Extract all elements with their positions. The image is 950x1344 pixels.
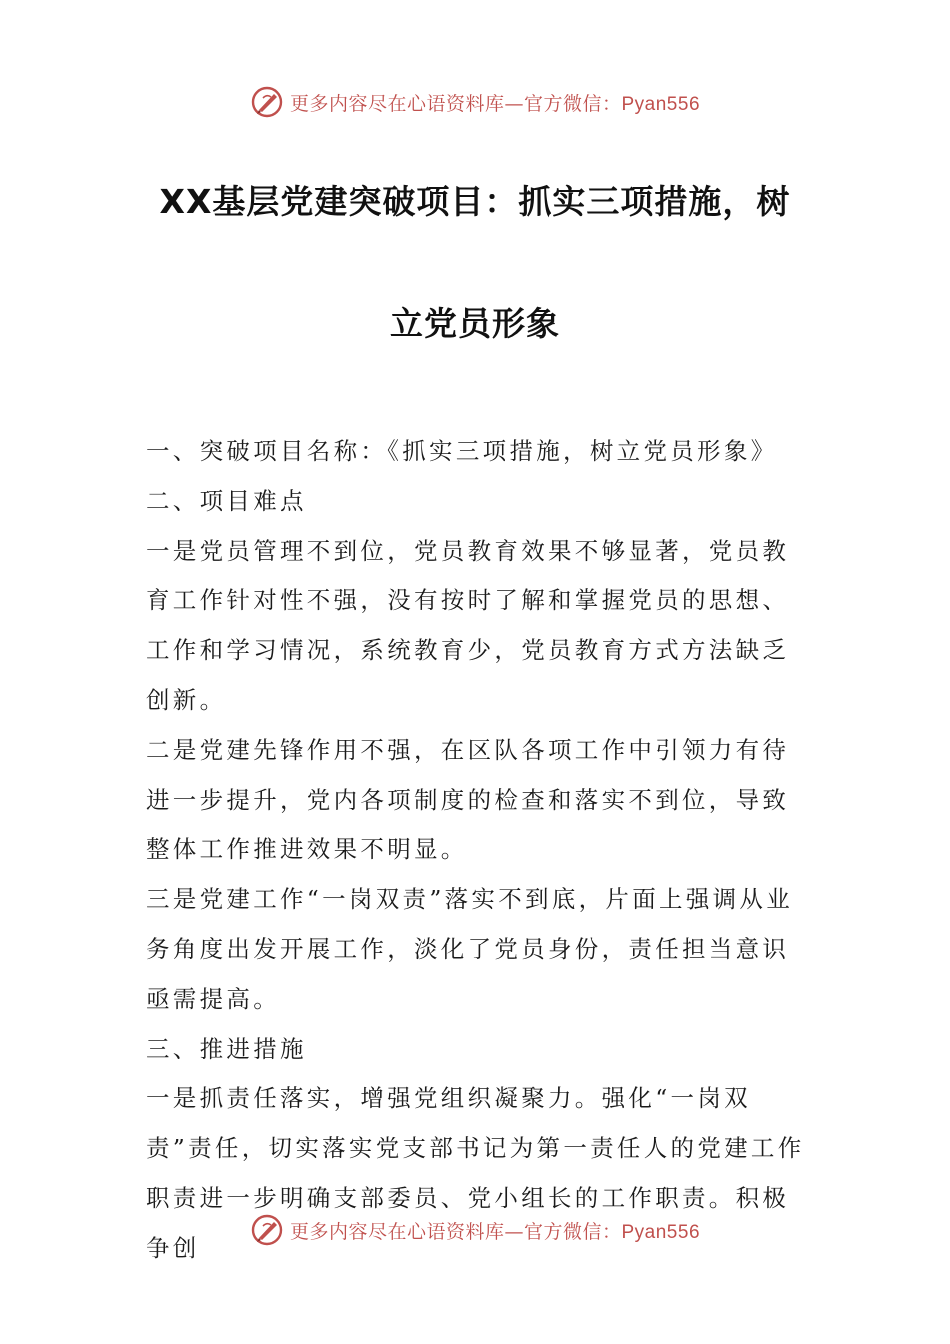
pen-logo-icon xyxy=(250,85,284,119)
banner-slogan: 更多内容尽在心语资料库—官方微信： xyxy=(289,92,622,115)
banner-wechat-id: Pyan556 xyxy=(621,1221,701,1243)
banner-wechat-id: Pyan556 xyxy=(621,93,701,115)
document-title-line-1: XX基层党建突破项目：抓实三项措施，树 xyxy=(159,182,791,221)
section-heading-measures: 三、推进措施 xyxy=(146,1034,307,1063)
section-heading-project-name: 一、突破项目名称：《抓实三项措施，树立党员形象》 xyxy=(146,437,778,465)
paragraph-measure-1: 一是抓责任落实，增强党组织凝聚力。强化“一岗双责”责任，切实落实党支部书记为第一责任人的党建工作职责进一步明确支部委员、党小组长的工作职责。积极争创 xyxy=(146,1084,805,1262)
document-title-line-2: 立党员形象 xyxy=(390,304,560,343)
pen-logo-icon xyxy=(250,1213,284,1247)
banner-slogan: 更多内容尽在心语资料库—官方微信： xyxy=(289,1220,622,1243)
document-body xyxy=(146,427,810,1274)
footer-banner xyxy=(0,1208,950,1252)
banner-text xyxy=(290,89,700,116)
section-heading-difficulties: 二、项目难点 xyxy=(146,486,307,515)
paragraph-difficulty-1: 一是党员管理不到位，党员教育效果不够显著，党员教育工作针对性不强，没有按时了解和掌握党员的思想、工作和学习情况，系统教育少，党员教育方式方法缺乏创新。 xyxy=(146,536,790,714)
paragraph-difficulty-2: 二是党建先锋作用不强，在区队各项工作中引领力有待进一步提升，党内各项制度的检查和落实不到位，导致整体工作推进效果不明显。 xyxy=(146,735,790,864)
header-banner xyxy=(0,80,950,124)
banner-text xyxy=(290,1217,700,1244)
paragraph-difficulty-3: 三是党建工作“一岗双责”落实不到底，片面上强调从业务角度出发开展工作，淡化了党员身份，责任担当意识亟需提高。 xyxy=(146,885,794,1013)
